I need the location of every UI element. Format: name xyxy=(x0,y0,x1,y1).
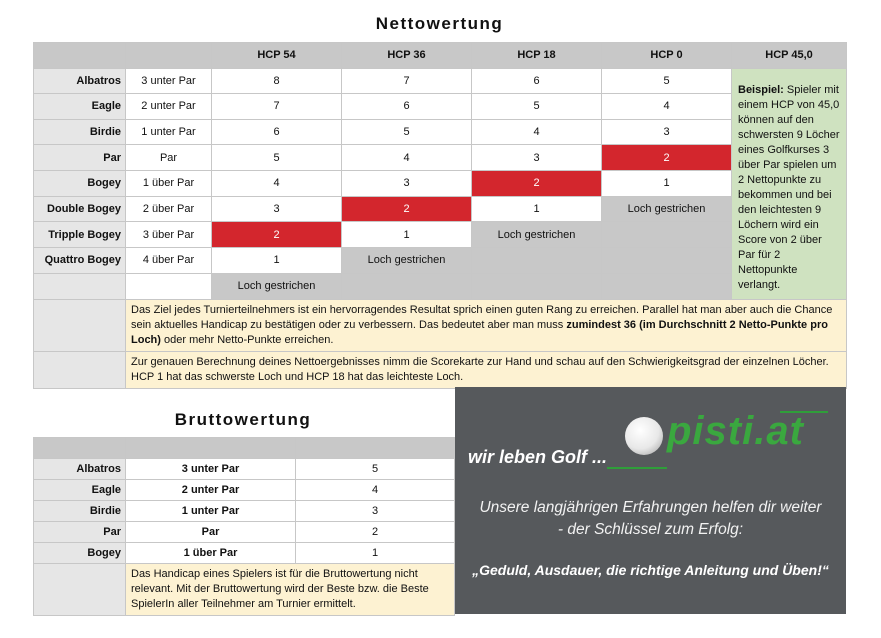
score-vs-par: 3 unter Par xyxy=(126,459,296,480)
netto-note-calculation: Zur genauen Berechnung deines Nettoergebnisses nimm die Scorekarte zur Hand und schau auf den Schwierigkeitsgrad der einzelnen Löcher. HCP 1 hat das schwerste Loch und HCP 18 hat das leichteste Loch. xyxy=(126,351,847,388)
netto-header-cell xyxy=(126,43,212,69)
promo-quote: „Geduld, Ausdauer, die richtige Anleitung und Üben!“ xyxy=(472,562,829,578)
points-cell: 4 xyxy=(602,94,732,120)
score-vs-par: 2 unter Par xyxy=(126,94,212,120)
example-box xyxy=(732,68,847,299)
points-cell: 4 xyxy=(296,480,455,501)
logo-underline xyxy=(607,467,667,469)
points-cell: 5 xyxy=(602,68,732,94)
score-vs-par: 1 unter Par xyxy=(126,119,212,145)
row-label: Bogey xyxy=(34,543,126,564)
table-row xyxy=(34,222,847,248)
points-cell: 8 xyxy=(212,68,342,94)
table-row xyxy=(34,196,847,222)
points-cell-highlight: 2 xyxy=(212,222,342,248)
promo-body-line: - der Schlüssel zum Erfolg: xyxy=(557,521,744,538)
promo-panel xyxy=(455,387,846,614)
row-label: Par xyxy=(34,145,126,171)
points-cell-highlight: 2 xyxy=(472,171,602,197)
row-label: Bogey xyxy=(34,171,126,197)
table-row xyxy=(34,119,847,145)
table-row xyxy=(34,94,847,120)
empty-cell xyxy=(342,273,472,299)
points-cell: 5 xyxy=(342,119,472,145)
netto-note-goal xyxy=(126,299,847,351)
brutto-header-cell xyxy=(34,438,126,459)
score-vs-par: 3 unter Par xyxy=(126,68,212,94)
table-row xyxy=(34,248,847,274)
note-text: oder mehr Netto-Punkte erreichen. xyxy=(160,333,334,346)
hole-cancelled-cell: Loch gestrichen xyxy=(342,248,472,274)
brutto-table xyxy=(33,437,455,616)
table-row xyxy=(34,501,455,522)
score-vs-par: 1 unter Par xyxy=(126,501,296,522)
empty-cell xyxy=(602,273,732,299)
netto-header-hcp45: HCP 45,0 xyxy=(732,43,847,69)
netto-header-hcp0: HCP 0 xyxy=(602,43,732,69)
points-cell: 5 xyxy=(212,145,342,171)
row-label: Quattro Bogey xyxy=(34,248,126,274)
points-cell: 3 xyxy=(212,196,342,222)
points-cell-highlight: 2 xyxy=(602,145,732,171)
row-label xyxy=(34,273,126,299)
netto-table xyxy=(33,42,847,389)
empty-cell xyxy=(472,248,602,274)
brutto-header-cell xyxy=(296,438,455,459)
brutto-title: Bruttowertung xyxy=(174,410,312,429)
empty-cell xyxy=(472,273,602,299)
score-vs-par: 2 unter Par xyxy=(126,480,296,501)
row-label: Tripple Bogey xyxy=(34,222,126,248)
points-cell: 3 xyxy=(296,501,455,522)
row-label: Par xyxy=(34,522,126,543)
points-cell: 3 xyxy=(472,145,602,171)
row-label: Double Bogey xyxy=(34,196,126,222)
table-row xyxy=(34,145,847,171)
promo-body-line: Unsere langjährigen Erfahrungen helfen dir weiter xyxy=(479,499,822,516)
points-cell: 7 xyxy=(342,68,472,94)
note-bold: zumindest 36 (im Durchschnitt 2 Netto-Punkte pro Loch) xyxy=(131,318,828,346)
netto-title: Nettowertung xyxy=(375,14,504,33)
netto-header-row xyxy=(34,43,847,69)
table-row xyxy=(34,522,455,543)
row-label: Albatros xyxy=(34,68,126,94)
note-row xyxy=(34,351,847,388)
blank-cell xyxy=(34,564,126,616)
blank-cell xyxy=(34,351,126,388)
netto-header-cell xyxy=(34,43,126,69)
points-cell: 4 xyxy=(472,119,602,145)
points-cell: 1 xyxy=(296,543,455,564)
points-cell: 1 xyxy=(342,222,472,248)
score-vs-par: 1 über Par xyxy=(126,543,296,564)
score-vs-par: 3 über Par xyxy=(126,222,212,248)
points-cell: 4 xyxy=(342,145,472,171)
row-label: Albatros xyxy=(34,459,126,480)
row-label: Eagle xyxy=(34,480,126,501)
brand-logo[interactable]: pisti.at xyxy=(667,409,804,453)
points-cell: 7 xyxy=(212,94,342,120)
hole-cancelled-cell: Loch gestrichen xyxy=(602,196,732,222)
table-row xyxy=(34,480,455,501)
points-cell: 4 xyxy=(212,171,342,197)
golf-ball-icon xyxy=(625,417,663,455)
row-label: Birdie xyxy=(34,501,126,522)
points-cell: 2 xyxy=(296,522,455,543)
hole-cancelled-cell: Loch gestrichen xyxy=(472,222,602,248)
note-row xyxy=(34,299,847,351)
score-vs-par: Par xyxy=(126,522,296,543)
table-row xyxy=(34,273,847,299)
example-bold: Beispiel: xyxy=(738,83,784,96)
example-text: Spieler mit einem HCP von 45,0 können auf den schwersten 9 Löcher eines Golfkurses 3 über Par spielen um 2 Nettopunkte zu bekommen und bei den leichtesten 9 Löchern wird ein Score von 2 über Par für 2 Nettopunkte verlangt. xyxy=(738,83,840,291)
score-vs-par xyxy=(126,273,212,299)
points-cell: 5 xyxy=(472,94,602,120)
points-cell: 3 xyxy=(342,171,472,197)
blank-cell xyxy=(34,299,126,351)
note-text: Das Ziel jedes Turnierteilnehmers ist ein hervorragendes Resultat sprich einen guten Rang zu erreichen. Parallel hat man aber auch die Chance sein aktuelles Handicap zu bestätigen oder zu verbessern. Das bedeutet aber man muss xyxy=(131,303,833,331)
score-vs-par: 2 über Par xyxy=(126,196,212,222)
brutto-header-row xyxy=(34,438,455,459)
points-cell: 1 xyxy=(212,248,342,274)
empty-cell xyxy=(602,248,732,274)
score-vs-par: Par xyxy=(126,145,212,171)
points-cell: 6 xyxy=(342,94,472,120)
row-label: Eagle xyxy=(34,94,126,120)
note-row xyxy=(34,564,455,616)
brutto-note: Das Handicap eines Spielers ist für die Bruttowertung nicht relevant. Mit der Bruttowertung wird der Beste bzw. die Beste SpielerIn aller Teilnehmer am Turnier ermittelt. xyxy=(126,564,455,616)
row-label: Birdie xyxy=(34,119,126,145)
table-row xyxy=(34,543,455,564)
netto-header-hcp18: HCP 18 xyxy=(472,43,602,69)
points-cell: 1 xyxy=(472,196,602,222)
points-cell: 6 xyxy=(472,68,602,94)
table-row xyxy=(34,68,847,94)
hole-cancelled-cell: Loch gestrichen xyxy=(212,273,342,299)
netto-header-hcp36: HCP 36 xyxy=(342,43,472,69)
points-cell: 6 xyxy=(212,119,342,145)
points-cell-highlight: 2 xyxy=(342,196,472,222)
points-cell: 5 xyxy=(296,459,455,480)
table-row xyxy=(34,459,455,480)
empty-cell xyxy=(602,222,732,248)
score-vs-par: 4 über Par xyxy=(126,248,212,274)
promo-body xyxy=(455,497,846,541)
promo-tagline: wir leben Golf ... xyxy=(468,447,608,467)
table-row xyxy=(34,171,847,197)
points-cell: 3 xyxy=(602,119,732,145)
netto-header-hcp54: HCP 54 xyxy=(212,43,342,69)
brutto-header-cell xyxy=(126,438,296,459)
score-vs-par: 1 über Par xyxy=(126,171,212,197)
points-cell: 1 xyxy=(602,171,732,197)
